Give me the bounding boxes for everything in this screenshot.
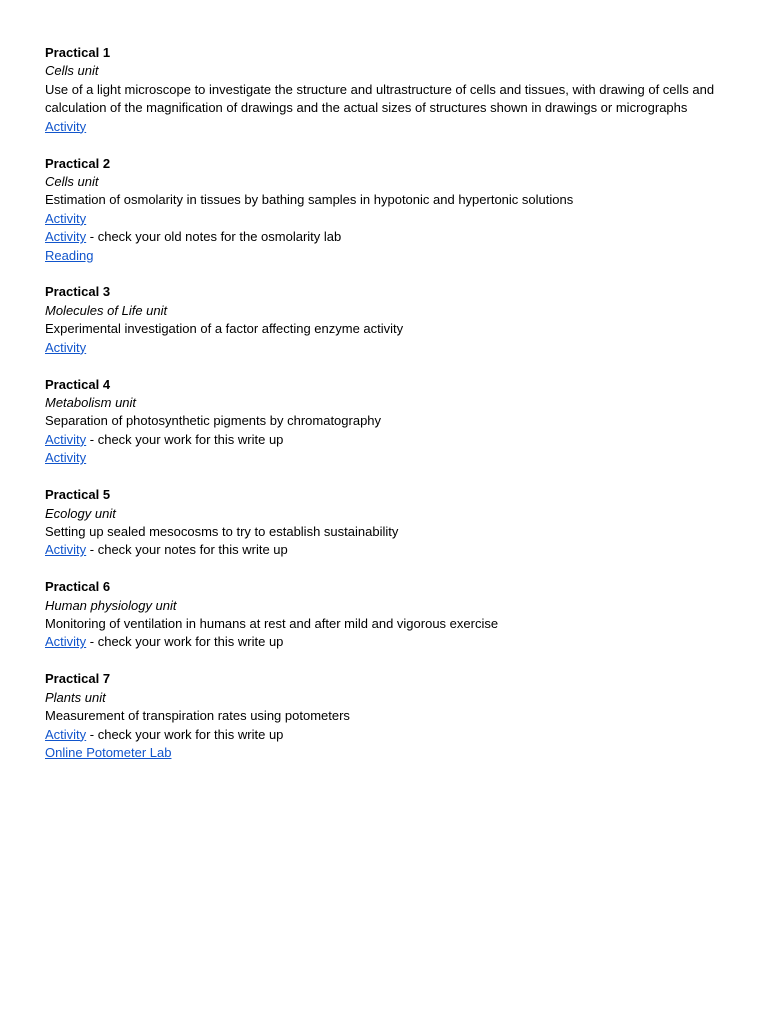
activity-link[interactable]: Activity [45, 339, 87, 355]
resource-line [45, 541, 735, 559]
activity-link[interactable]: Activity [45, 431, 87, 447]
resource-line [45, 633, 735, 651]
activity-link[interactable]: Activity [45, 229, 87, 245]
practical-title: Practical 1 [45, 45, 111, 60]
online-potometer-lab-link[interactable]: Online Potometer Lab [45, 745, 172, 760]
practical-section [45, 486, 735, 560]
practical-section [45, 155, 735, 265]
activity-link[interactable]: Activity [45, 726, 87, 742]
document-body [45, 44, 735, 781]
resource-line [45, 247, 735, 265]
resource-note: - check your old notes for the osmolarity lab [86, 229, 342, 245]
resource-line [45, 449, 735, 467]
activity-link[interactable]: Activity [45, 450, 87, 466]
practical-section [45, 376, 735, 468]
resource-note: - check your work for this write up [86, 726, 284, 742]
practical-title: Practical 5 [45, 487, 111, 503]
activity-link[interactable]: Activity [45, 542, 87, 558]
practical-section [45, 283, 735, 357]
practical-description: Use of a light microscope to investigate the structure and ultrastructure of cells and tissues, with drawing of cells and calculation of the magnification of drawings and the actual sizes of structures shown in drawings or micrographs [45, 81, 715, 116]
resource-line [45, 744, 735, 762]
resource-line [45, 339, 735, 357]
practical-description: Estimation of osmolarity in tissues by bathing samples in hypotonic and hypertonic solutions [45, 192, 574, 208]
practical-description: Monitoring of ventilation in humans at rest and after mild and vigorous exercise [45, 616, 499, 632]
resource-note: - check your notes for this write up [86, 542, 288, 558]
practical-unit: Molecules of Life unit [45, 302, 168, 318]
practical-unit: Ecology unit [45, 505, 116, 521]
practical-title: Practical 6 [45, 579, 111, 595]
practical-unit: Metabolism unit [45, 395, 137, 410]
activity-link[interactable]: Activity [45, 634, 87, 650]
activity-link[interactable]: Activity [45, 210, 87, 226]
practical-title: Practical 3 [45, 284, 111, 300]
practical-section [45, 44, 735, 136]
practical-description: Separation of photosynthetic pigments by chromatography [45, 413, 382, 429]
resource-line [45, 118, 735, 136]
resource-line [45, 431, 735, 449]
practical-unit: Human physiology unit [45, 597, 177, 613]
practical-section [45, 670, 735, 762]
reading-link[interactable]: Reading [45, 247, 94, 263]
practical-description: Measurement of transpiration rates using potometers [45, 708, 350, 724]
practical-unit: Plants unit [45, 689, 106, 705]
practical-title: Practical 4 [45, 376, 111, 392]
practical-description: Experimental investigation of a factor affecting enzyme activity [45, 321, 404, 337]
practical-section [45, 578, 735, 652]
practical-unit: Cells unit [45, 173, 99, 189]
practical-unit: Cells unit [45, 63, 99, 79]
resource-line [45, 228, 735, 246]
resource-line [45, 726, 735, 744]
resource-note: - check your work for this write up [86, 634, 284, 650]
practical-title: Practical 7 [45, 671, 111, 687]
resource-line [45, 210, 735, 228]
resource-note: - check your work for this write up [86, 431, 284, 447]
activity-link[interactable]: Activity [45, 118, 87, 134]
practical-title: Practical 2 [45, 155, 111, 171]
practical-description: Setting up sealed mesocosms to try to establish sustainability [45, 523, 399, 539]
